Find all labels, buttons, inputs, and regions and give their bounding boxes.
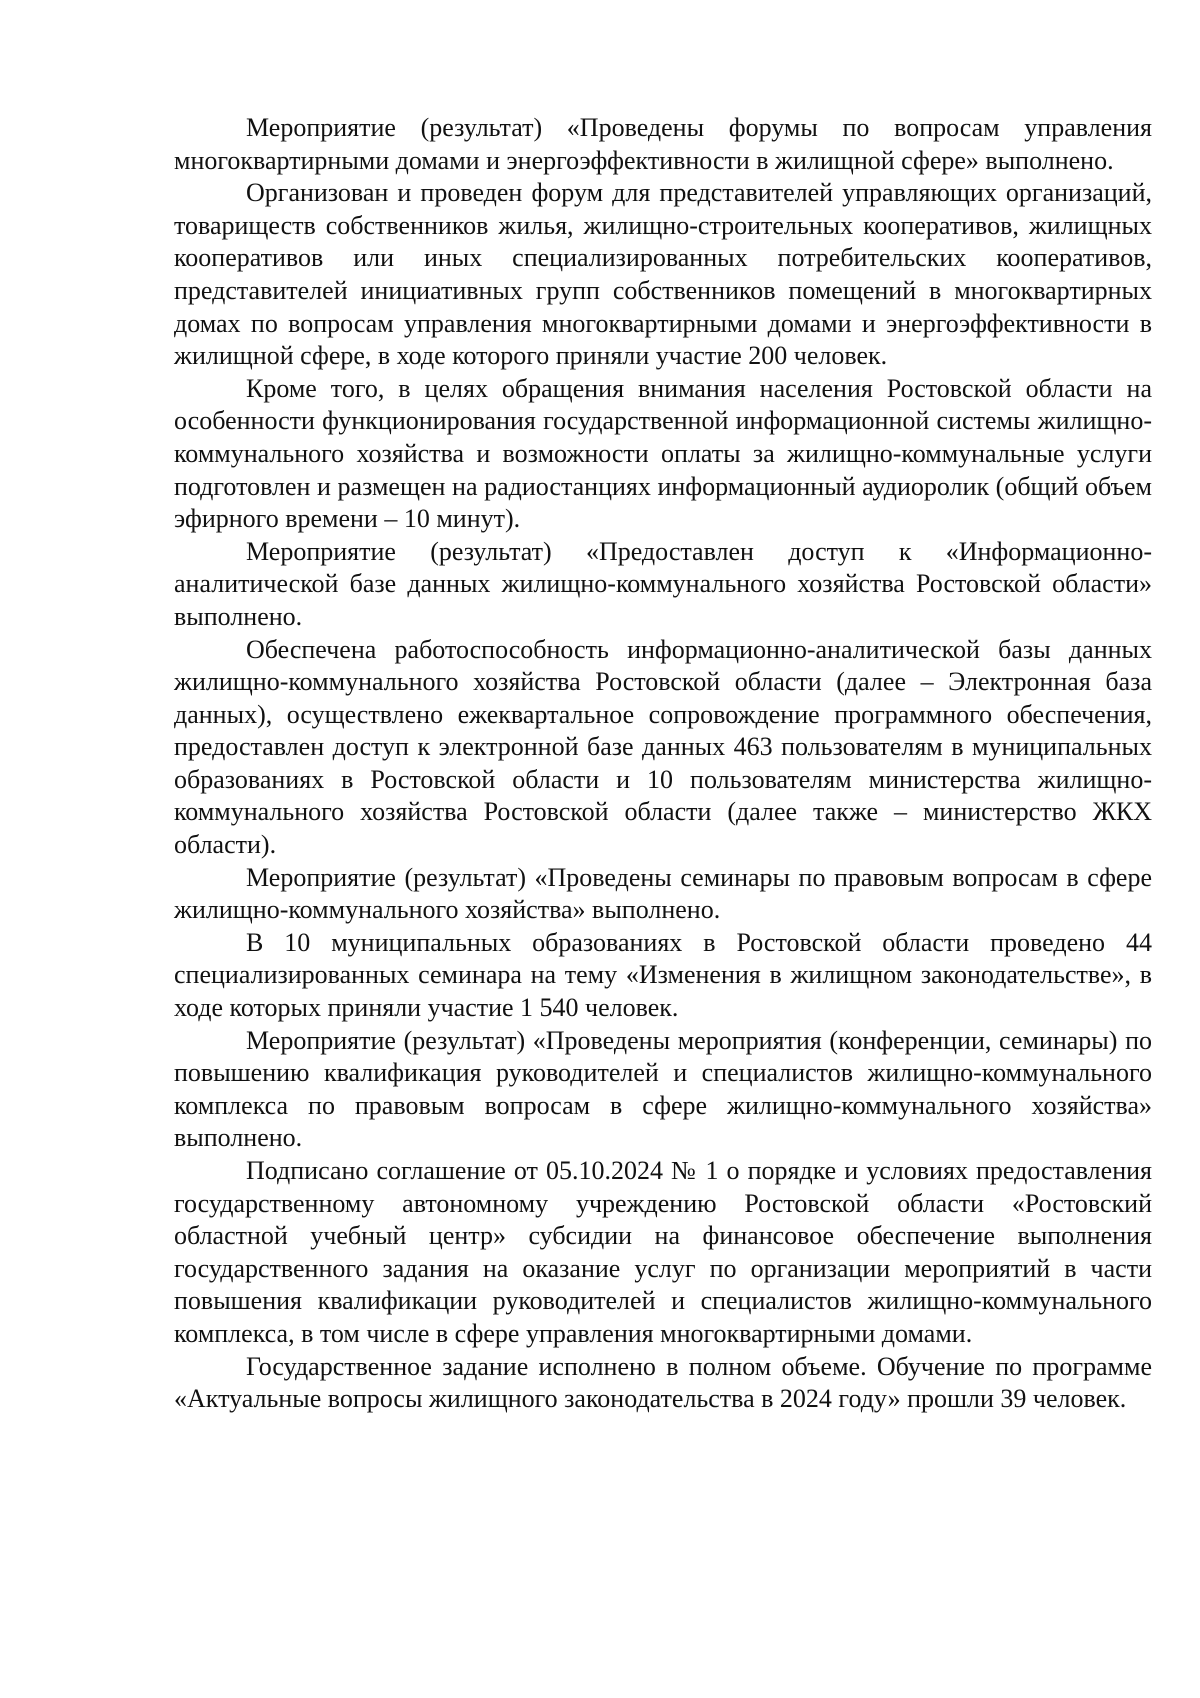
paragraph-database-access-result: Мероприятие (результат) «Предоставлен доступ к «Информационно-аналитической базе данных жилищно-коммунального хозяйства Ростовской области» выполнено. xyxy=(174,536,1152,631)
paragraph-qualification-result: Мероприятие (результат) «Проведены мероприятия (конференции, семинары) по повышению квалификация руководителей и специалистов жилищно-коммунального комплекса по правовым вопросам в сфере жилищно-коммунального хозяйства» выполнено. xyxy=(174,1025,1152,1153)
paragraph-seminars-held: В 10 муниципальных образованиях в Ростовской области проведено 44 специализированных семинара на тему «Изменения в жилищном законодательстве», в ходе которых приняли участие 1 540 человек. xyxy=(174,927,1152,1023)
paragraph-agreement-signed: Подписано соглашение от 05.10.2024 № 1 о порядке и условиях предоставления государственному автономному учреждению Ростовской области «Ростовский областной учебный центр» субсидии на финансовое обеспечение выполнения государственного задания на оказание услуг по организации мероприятий в части повышения квалификации руководителей и специалистов жилищно-коммунального комплекса, в том числе в сфере управления многоквартирными домами. xyxy=(174,1156,1152,1348)
paragraph-audio-clip: Кроме того, в целях обращения внимания населения Ростовской области на особенности функционирования государственной информационной системы жилищно-коммунального хозяйства и возможности оплаты за жилищно-коммунальные услуги подготовлен и размещен на радиостанциях информационный аудиоролик (общий объем эфирного времени – 10 минут). xyxy=(174,373,1152,534)
paragraph-database-operation: Обеспечена работоспособность информационно-аналитической базы данных жилищно-коммунального хозяйства Ростовской области (далее – Электронная база данных), осуществлено ежеквартальное сопровождение программного обеспечения, предоставлен доступ к электронной базе данных 463 пользователям в муниципальных образованиях в Ростовской области и 10 пользователям министерства жилищно-коммунального хозяйства Ростовской области (далее также – министерство ЖКХ области). xyxy=(174,634,1152,860)
paragraph-seminars-result: Мероприятие (результат) «Проведены семинары по правовым вопросам в сфере жилищно-коммунального хозяйства» выполнено. xyxy=(174,862,1152,925)
paragraph-forums-result: Мероприятие (результат) «Проведены форумы по вопросам управления многоквартирными домами и энергоэффективности в жилищной сфере» выполнено. xyxy=(174,113,1152,175)
document-body xyxy=(174,112,1152,1416)
paragraph-state-task: Государственное задание исполнено в полном объеме. Обучение по программе «Актуальные вопросы жилищного законодательства в 2024 году» прошли 39 человек. xyxy=(174,1351,1152,1414)
paragraph-forum-organized: Организован и проведен форум для представителей управляющих организаций, товариществ собственников жилья, жилищно-строительных кооперативов, жилищных кооперативов или иных специализированных потребительских кооперативов, представителей инициативных групп собственников помещений в многоквартирных домах по вопросам управления многоквартирными домами и энергоэффективности в жилищной сфере, в ходе которого приняли участие 200 человек. xyxy=(174,178,1152,371)
